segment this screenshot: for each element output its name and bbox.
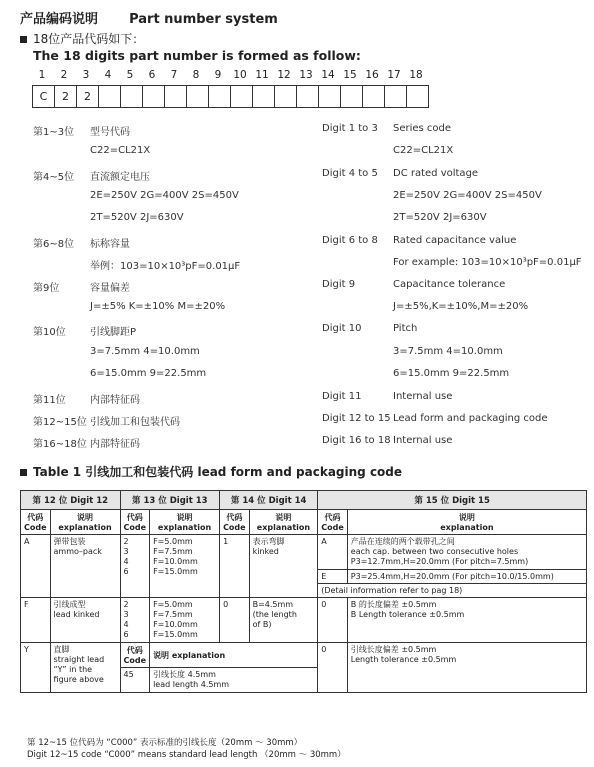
digit-index: 1	[38, 69, 46, 81]
table-row: F 引线成型 lead kinked 2 3 4 6 F=5.0mm F=7.5mm F=10.0mm F=15.0mm 0 B=4.5mm (the length of B) 0 B 的长度偏差 ±0.5mm B Length tolerance ±0.5mm	[21, 598, 587, 643]
row-en-pos: Digit 9	[322, 279, 356, 290]
digit-index: 17	[387, 69, 401, 81]
row-cn-desc: 标称容量	[90, 239, 130, 250]
group-digit12: 第 12 位 Digit 12	[21, 491, 121, 510]
row-en-desc: Internal use	[393, 435, 453, 446]
digit-index: 6	[148, 69, 156, 81]
digit-box	[253, 86, 275, 107]
row-cn-desc: 容量偏差	[90, 283, 130, 294]
row-en-desc: 3=7.5mm 4=10.0mm	[393, 346, 503, 357]
row-en-desc: C22=CL21X	[393, 145, 454, 156]
digit-box	[385, 86, 407, 107]
lead-form-table	[20, 490, 587, 693]
digit-box	[297, 86, 319, 107]
row-cn-desc: 型号代码	[90, 127, 130, 138]
digit-box	[319, 86, 341, 107]
digit-index: 15	[343, 69, 357, 81]
digit-box	[121, 86, 143, 107]
title-en: Part number system	[129, 12, 278, 27]
row-cn-desc: 引线脚距P	[90, 327, 137, 338]
digit-box	[407, 86, 428, 107]
row-en-desc: Internal use	[393, 391, 453, 402]
digit-box: 2	[55, 86, 77, 107]
row-en-desc: 2T=520V 2J=630V	[393, 212, 487, 223]
digit-box	[99, 86, 121, 107]
digit-index: 4	[104, 69, 112, 81]
digit-box	[275, 86, 297, 107]
digit-index: 10	[233, 69, 247, 81]
bullet-icon	[20, 469, 27, 476]
footer-note-cn: 第 12~15 位代码为 “C000” 表示标准的引线长度（20mm ～ 30mm）	[27, 738, 303, 748]
table-row: E P3=25.4mm,H=20.0mm (For pitch=10.0/15.0mm)	[21, 570, 587, 584]
table1-title: Table 1 引线加工和包装代码 lead form and packaging code	[20, 463, 402, 480]
row-en-desc: 2E=250V 2G=400V 2S=450V	[393, 190, 542, 201]
digit-index: 14	[321, 69, 335, 81]
row-cn-pos: 第1~3位	[33, 127, 75, 138]
footer-note-en: Digit 12~15 code “C000” means standard lead length （20mm ～ 30mm）	[27, 750, 346, 760]
part-number-boxes	[32, 85, 429, 108]
row-cn-pos: 第10位	[33, 327, 66, 338]
digit-index: 18	[409, 69, 423, 81]
digit-index: 3	[82, 69, 90, 81]
row-en-desc: Series code	[393, 123, 452, 134]
title-cn: 产品编码说明	[20, 12, 99, 27]
row-en-desc: Rated capacitance value	[393, 235, 517, 246]
digit-index: 8	[192, 69, 200, 81]
bullet-icon	[20, 36, 27, 43]
digit-box	[341, 86, 363, 107]
group-digit15: 第 15 位 Digit 15	[318, 491, 587, 510]
row-en-pos: Digit 16 to 18	[322, 435, 391, 446]
digit-index: 7	[170, 69, 178, 81]
digit-index: 11	[255, 69, 269, 81]
row-en-pos: Digit 12 to 15	[322, 413, 391, 424]
digit-box: C	[33, 86, 55, 107]
row-en-pos: Digit 4 to 5	[322, 168, 378, 179]
digit-index: 2	[60, 69, 68, 81]
row-cn-desc: 引线加工和包装代码	[90, 417, 180, 428]
row-cn-pos: 第12~15位	[33, 417, 87, 428]
row-cn-pos: 第16~18位	[33, 439, 87, 450]
row-cn-pos: 第6~8位	[33, 239, 75, 250]
row-cn-desc: C22=CL21X	[90, 145, 151, 156]
digit-box	[187, 86, 209, 107]
digit-box	[363, 86, 385, 107]
digit-box	[165, 86, 187, 107]
row-en-desc: J=±5%,K=±10%,M=±20%	[393, 301, 529, 312]
row-cn-desc: 直流额定电压	[90, 172, 150, 183]
table-row: (Detail information refer to pag 18)	[21, 584, 587, 598]
section1-heading: 18位产品代码如下：	[20, 30, 144, 47]
row-cn-desc: J=±5% K=±10% M=±20%	[90, 301, 226, 312]
row-en-desc: Pitch	[393, 323, 418, 334]
digit-index: 5	[126, 69, 134, 81]
row-cn-pos: 第11位	[33, 395, 66, 406]
row-en-pos: Digit 1 to 3	[322, 123, 378, 134]
row-en-desc: DC rated voltage	[393, 168, 479, 179]
row-en-desc: 6=15.0mm 9=22.5mm	[393, 368, 510, 379]
row-en-pos: Digit 6 to 8	[322, 235, 378, 246]
digit-box	[143, 86, 165, 107]
row-en-pos: Digit 10	[322, 323, 362, 334]
row-cn-pos: 第4~5位	[33, 172, 75, 183]
row-cn-desc: 2E=250V 2G=400V 2S=450V	[90, 190, 239, 201]
row-cn-desc: 举例：103=10×10³pF=0.01μF	[90, 261, 241, 272]
digit-index: 16	[365, 69, 379, 81]
row-cn-desc: 内部特征码	[90, 395, 140, 406]
digit-index: 9	[214, 69, 222, 81]
table-row: 45 引线长度 4.5mm lead length 4.5mm	[21, 668, 587, 693]
table-row: A 弹带包装 ammo–pack 2 3 4 6 F=5.0mm F=7.5mm F=10.0mm F=15.0mm 1 表示弯脚 kinked A 产品在连续的两个载带孔之间 each cap. between two consecutive holes P3=12.7mm,H=20.0mm (For pitch=7.5mm)	[21, 535, 587, 570]
digit-index: 12	[277, 69, 291, 81]
row-en-desc: Lead form and packaging code	[393, 413, 548, 424]
row-cn-desc: 内部特征码	[90, 439, 140, 450]
row-cn-pos: 第9位	[33, 283, 60, 294]
digit-box: 2	[77, 86, 99, 107]
section1-subtitle: The 18 digits part number is formed as follow:	[33, 48, 361, 63]
column-subheader-row: 代码 Code 说明 explanation 代码 Code 说明 explanation 代码 Code 说明 explanation 代码 Code 说明 explanation	[21, 510, 587, 535]
group-digit14: 第 14 位 Digit 14	[220, 491, 318, 510]
row-cn-desc: 6=15.0mm 9=22.5mm	[90, 368, 207, 379]
digit-box	[209, 86, 231, 107]
row-cn-desc: 2T=520V 2J=630V	[90, 212, 184, 223]
row-en-desc: Capacitance tolerance	[393, 279, 506, 290]
group-digit13: 第 13 位 Digit 13	[120, 491, 220, 510]
row-en-pos: Digit 11	[322, 391, 362, 402]
row-en-desc: For example: 103=10×10³pF=0.01μF	[393, 257, 582, 268]
row-cn-desc: 3=7.5mm 4=10.0mm	[90, 346, 200, 357]
digit-index: 13	[299, 69, 313, 81]
page-title	[20, 8, 278, 27]
digit-box	[231, 86, 253, 107]
table-row: Y 直脚 straight lead “Y” in the figure above 代码 Code 说明 explanation 0 引线长度偏差 ±0.5mm Length tolerance ±0.5mm	[21, 643, 587, 668]
